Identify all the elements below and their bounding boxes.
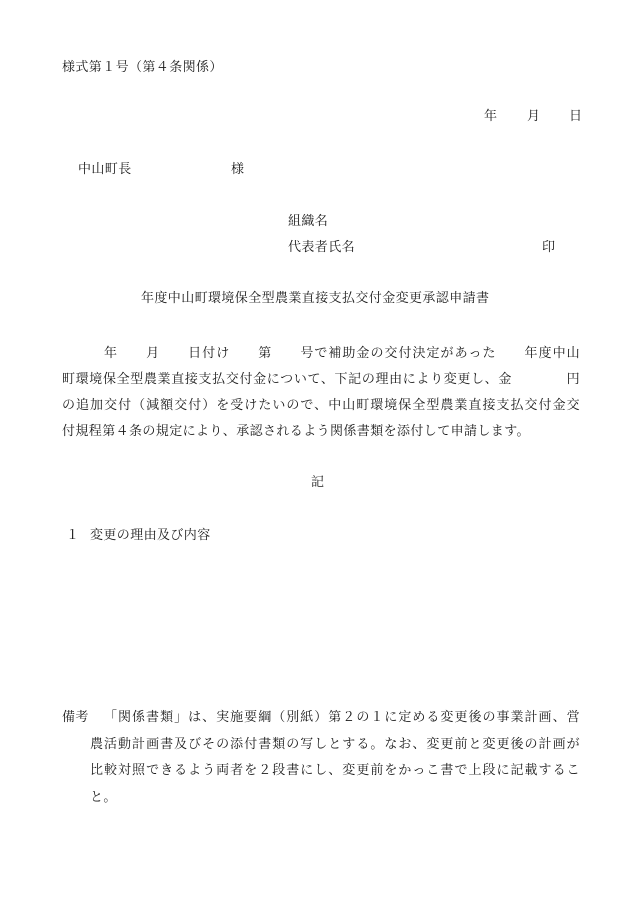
date-month-label: 月: [527, 109, 541, 124]
section-number: １: [66, 528, 80, 543]
organization-label: 組織名: [288, 214, 329, 229]
remarks-line: 「関係書類」は、実施要綱（別紙）第２の１に定める変更後の事業計画、営: [104, 710, 580, 725]
remarks-label: 備考: [62, 710, 89, 725]
body-line: 町環境保全型農業直接支払交付金について、下記の理由により変更し、金 円: [62, 372, 580, 387]
form-number: 様式第１号（第４条関係）: [62, 60, 223, 75]
remarks-line: と。: [90, 790, 117, 805]
representative-label: 代表者氏名: [288, 240, 356, 255]
document-title: 年度中山町環境保全型農業直接支払交付金変更承認申請書: [141, 291, 490, 306]
addressee-name: 中山町長: [78, 162, 132, 177]
ki-heading: 記: [311, 475, 325, 490]
date-year-label: 年: [484, 109, 498, 124]
date-day-label: 日: [569, 109, 583, 124]
section-title: 変更の理由及び内容: [90, 528, 211, 543]
body-line: 付規程第４条の規定により、承認されるよう関係書類を添付して申請します。: [62, 424, 530, 439]
body-line: 年 月 日付け 第 号で補助金の交付決定があった 年度中山: [62, 346, 580, 361]
remarks-line: 農活動計画書及びその添付書類の写しとする。なお、変更前と変更後の計画が: [90, 737, 580, 752]
seal-mark: 印: [542, 240, 556, 255]
remarks-line: 比較対照できるよう両者を２段書にし、変更前をかっこ書で上段に記載するこ: [90, 763, 580, 778]
body-line: の追加交付（減額交付）を受けたいので、中山町環境保全型農業直接支払交付金交: [62, 398, 580, 413]
addressee-honorific: 様: [231, 162, 245, 177]
